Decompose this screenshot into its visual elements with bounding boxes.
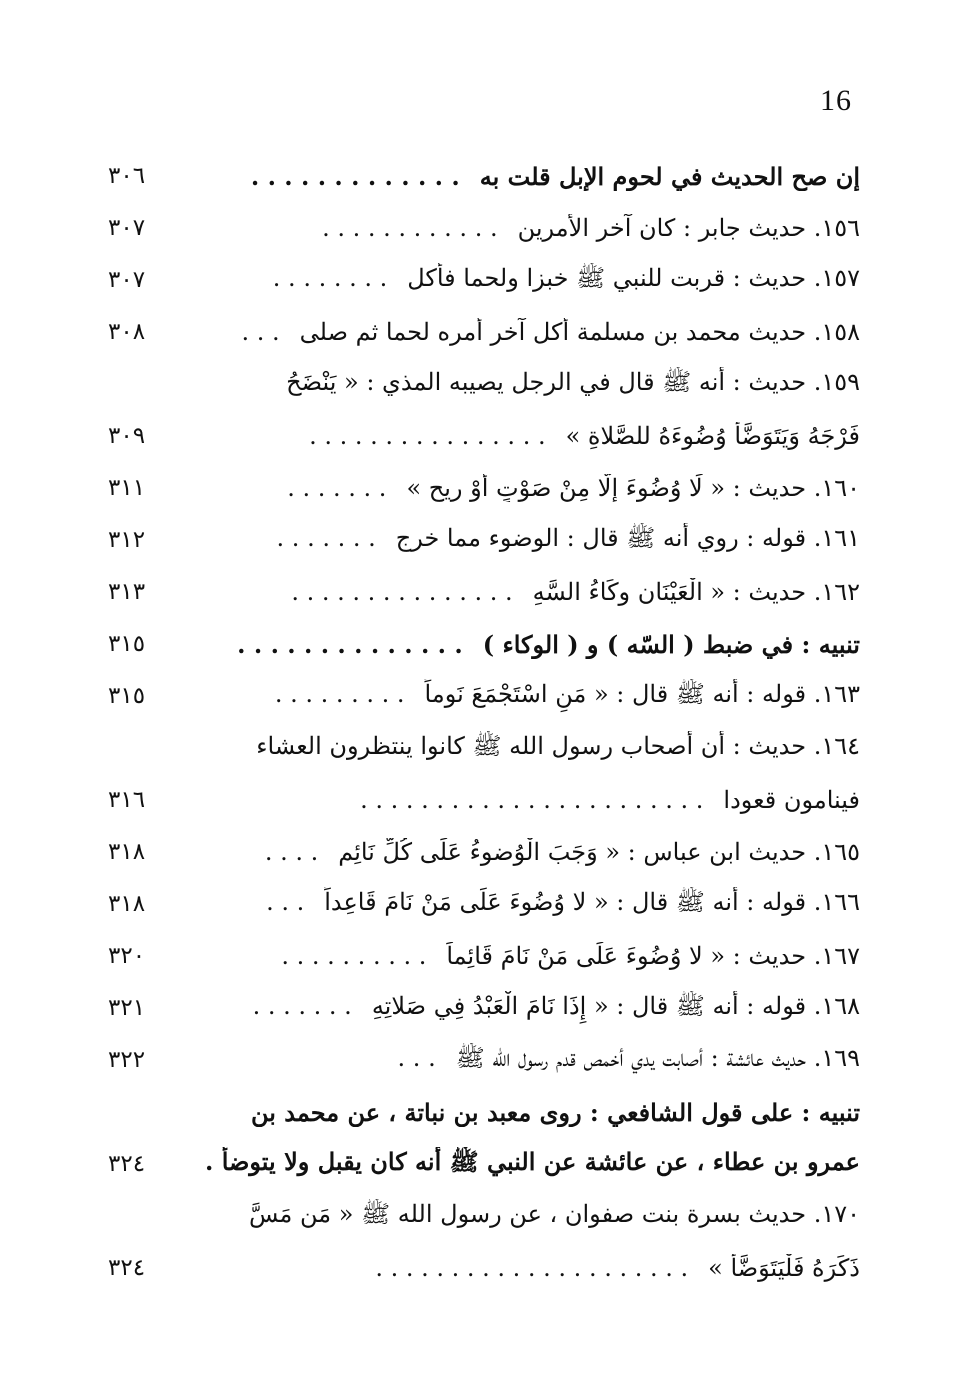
toc-page-number: ٣٠٨ [108, 319, 146, 345]
toc-leader-dots: . . . . . . . . . . [281, 942, 427, 970]
toc-entry-line [168, 838, 860, 866]
toc-leader-dots: . . . . . . . . . . . . [322, 214, 498, 242]
toc-entry-line [168, 523, 860, 558]
toc-entry-line [168, 263, 860, 298]
toc-entry-line [168, 731, 860, 766]
toc-entry [108, 1242, 860, 1294]
toc-page-number: ٣٠٦ [108, 163, 146, 189]
toc-entry-title: ١٦٢. حديث : « الْعَيْنَانِ وِكَاءُ السَّهِ [532, 578, 860, 606]
toc-entry-title: ١٥٨. حديث محمد بن مسلمة أكل آخر أمره لحما ثم صلى [299, 318, 860, 346]
toc-entry [108, 618, 860, 670]
toc-entry-title: ١٦٦. قوله : أنه ﷺ قال : « لا وُضُوءَ عَلَى مَنْ نَامَ قَاعِداً [324, 887, 860, 916]
toc-leader-dots: . . . . . . . . . [274, 679, 405, 708]
toc-entry-title: ١٦٣. قوله : أنه ﷺ قال : « مَنِ اسْتَجْمَعَ نَوماً [424, 679, 860, 708]
toc-entry-line [168, 474, 860, 502]
toc-page-number: ٣٢٢ [108, 1047, 146, 1073]
toc-entry-line [168, 991, 860, 1026]
toc-entry [108, 878, 860, 930]
page-number: 16 [820, 84, 852, 117]
table-of-contents [108, 150, 860, 1294]
toc-entry-line [168, 887, 860, 922]
toc-entry-title: ١٧٠. حديث بسرة بنت صفوان ، عن رسول الله ﷺ « مَن مَسَّ [248, 1199, 860, 1228]
toc-entry-title: ١٦٤. حديث : أن أصحاب رسول الله ﷺ كانوا ينتظرون العشاء [256, 731, 860, 760]
toc-entry-line [168, 1043, 860, 1078]
toc-leader-dots: . . . [241, 318, 280, 346]
toc-entry [108, 1086, 860, 1138]
toc-leader-dots: . . . . [264, 838, 319, 866]
toc-leader-dots: . . . . . . . . . . . . . . . . [309, 422, 546, 450]
toc-entry [108, 254, 860, 306]
toc-entry-title: ذَكَرَهُ فَلْيَتَوَضَّأْ » [708, 1254, 860, 1282]
toc-entry [108, 1138, 860, 1190]
toc-leader-dots: . . . . . . . [276, 523, 376, 552]
toc-entry-line [168, 578, 860, 606]
toc-leader-dots: . . . [266, 887, 305, 916]
toc-leader-dots: . . . . . . . [252, 991, 352, 1020]
toc-entry [108, 514, 860, 566]
toc-entry-title: ١٥٧. حديث : قربت للنبي ﷺ خبزا ولحما فأكل [407, 263, 860, 292]
toc-entry-line [168, 422, 860, 450]
toc-entry-title: ١٦١. قوله : روي أنه ﷺ قال : الوضوء مما خرج [395, 523, 860, 552]
toc-entry-title: ١٥٦. حديث جابر : كان آخر الأمرين [517, 214, 860, 242]
toc-entry-title: تنبيه : على قول الشافعي : روى معبد بن نباتة ، عن محمد بن [250, 1097, 860, 1127]
toc-entry [108, 358, 860, 410]
toc-entry [108, 826, 860, 878]
toc-entry-title: تنبيه : في ضبط ( السّه ) و ( الوكاء ) [482, 629, 860, 659]
toc-entry [108, 306, 860, 358]
toc-page-number: ٣١٥ [108, 631, 146, 657]
toc-page-number: ٣١٢ [108, 527, 146, 553]
toc-entry [108, 930, 860, 982]
toc-entry [108, 1034, 860, 1086]
toc-entry-line [168, 1098, 860, 1127]
toc-entry-line [168, 318, 860, 346]
toc-entry-line [168, 786, 860, 814]
toc-entry-title: ١٦٥. حديث ابن عباس : « وَجَبَ الْوُضوءُ عَلَى كُلِّ نَائِمٍ [338, 838, 860, 866]
toc-leader-dots: . . . [397, 1043, 436, 1072]
toc-entry-line [168, 679, 860, 714]
toc-entry [108, 722, 860, 774]
toc-leader-dots: . . . . . . . . . . . . . . [237, 629, 463, 659]
toc-page-number: ٣٢١ [108, 995, 146, 1021]
toc-leader-dots: . . . . . . . . . . . . . . . [291, 578, 513, 606]
toc-entry [108, 150, 860, 202]
toc-entry-title: ١٦٨. قوله : أنه ﷺ قال : « إِذَا نَامَ الْعَبْدُ فِي صَلاتِهِ [371, 991, 860, 1020]
toc-page-number: ٣٠٧ [108, 215, 146, 241]
toc-leader-dots: . . . . . . . [287, 474, 387, 502]
toc-entry-title: ١٦٠. حديث : « لَا وُضُوءَ إلَّا مِنْ صَوْتٍ أَوْ رِيحٍ » [406, 474, 860, 502]
toc-page-number: ٣١٦ [108, 787, 146, 813]
toc-entry-title: إن صح الحديث في لحوم الإبل قلت به [479, 161, 860, 191]
toc-entry-line [168, 214, 860, 242]
toc-page-number: ٣١٥ [108, 683, 146, 709]
toc-entry-title: ١٦٧. حديث : « لا وُضُوءَ عَلَى مَنْ نَامَ قَائِماً [446, 942, 860, 970]
toc-leader-dots: . . . . . . . . . . . . . . . . . . . . . . . [360, 786, 704, 814]
toc-entry [108, 202, 860, 254]
toc-page-number: ٣١٨ [108, 891, 146, 917]
toc-entry-title: ١٥٩. حديث : أنه ﷺ قال في الرجل يصيبه المذي : « يَنْضَحُ [286, 367, 860, 396]
toc-entry-line [168, 367, 860, 402]
toc-page-number: ٣٢٠ [108, 943, 146, 969]
toc-entry-title: عمرو بن عطاء ، عن عائشة عن النبي ﷺ أنه كان يقبل ولا يتوضأ . [205, 1146, 860, 1176]
toc-leader-dots: . . . . . . . . [272, 263, 388, 292]
toc-entry [108, 566, 860, 618]
toc-page-number: ٣٠٩ [108, 423, 146, 449]
toc-entry-line [168, 630, 860, 659]
toc-entry-line [168, 942, 860, 970]
toc-entry [108, 982, 860, 1034]
toc-entry [108, 462, 860, 514]
toc-page-number: ٣٢٤ [108, 1255, 146, 1281]
toc-page-number: ٣١٣ [108, 579, 146, 605]
toc-entry-title: فَرْجَهُ وَيَتَوَضَّأ وُضُوءَهُ للصَّلاةِ » [565, 422, 860, 450]
toc-page-number: ٣١١ [108, 475, 146, 501]
toc-entry [108, 410, 860, 462]
toc-entry [108, 1190, 860, 1242]
toc-entry-title: ١٦٩. حديث عائشة : أصابت يدي أخمص قدم رسول الله ﷺ [455, 1043, 860, 1072]
toc-entry-line [168, 1254, 860, 1282]
toc-entry-line [168, 1199, 860, 1234]
toc-leader-dots: . . . . . . . . . . . . . . . . . . . . . [375, 1254, 689, 1282]
toc-entry-line [168, 162, 860, 191]
toc-page-number: ٣٠٧ [108, 267, 146, 293]
toc-page-number: ٣٢٤ [108, 1151, 146, 1177]
toc-entry [108, 774, 860, 826]
toc-leader-dots: . . . . . . . . . . . . . [250, 161, 460, 191]
toc-page-number: ٣١٨ [108, 839, 146, 865]
toc-entry-title: فينامون قعودا [723, 786, 860, 814]
toc-entry-line [168, 1147, 860, 1182]
toc-entry [108, 670, 860, 722]
